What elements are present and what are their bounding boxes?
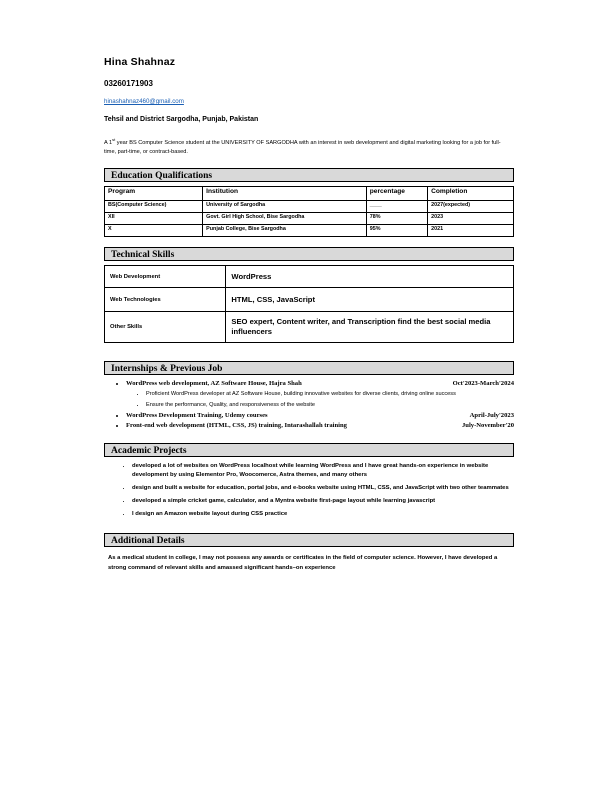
- column-header-completion: Completion: [428, 187, 514, 201]
- list-item: [126, 379, 514, 409]
- cell-institution: Govt. Girl High School, Bise Sargodha: [203, 213, 367, 225]
- column-header-program: Program: [105, 187, 203, 201]
- list-item: [126, 421, 514, 430]
- section-header-internships: Internships & Previous Job: [104, 361, 514, 375]
- list-item: • Ensure the performance, Quality, and responsiveness of the website: [146, 401, 514, 409]
- internships-list: [104, 379, 514, 430]
- skill-label: Other Skills: [105, 312, 226, 343]
- skill-value: SEO expert, Content writer, and Transcription find the best social media influencers: [226, 312, 514, 343]
- section-header-additional-details: Additional Details: [104, 533, 514, 547]
- cell-program: BS(Computer Science): [105, 201, 203, 213]
- candidate-name: Hina Shahnaz: [104, 56, 176, 68]
- table-row: [105, 225, 514, 237]
- table-row: [105, 201, 514, 213]
- additional-details-text: As a medical student in college, I may not possess any awards or certificates in the field of computer science. However, I have developed a strong command of relevant skills and amassed significant hands–on experience: [108, 555, 498, 572]
- section-header-technical-skills: Technical Skills: [104, 247, 514, 261]
- summary-pre: A 1: [104, 139, 113, 146]
- job-role: • WordPress Development Training, Udemy courses: [126, 412, 268, 420]
- cell-percentage: 95%: [366, 225, 427, 237]
- skill-value: HTML, CSS, JavaScript: [226, 288, 514, 312]
- skill-label: Web Development: [105, 266, 226, 288]
- job-date: July-November'20: [461, 422, 514, 430]
- job-date: Oct'2023-March'2024: [452, 380, 514, 388]
- job-role: • Front-end web development (HTML, CSS, JS) training, Intarashallah training: [126, 422, 347, 430]
- cell-institution: University of Sargodha: [203, 201, 367, 213]
- list-item: • design and built a website for education, portal jobs, and e-books website using HTML, CSS, and JavaScript with two other teammates: [132, 484, 514, 493]
- summary-ordinal: st: [112, 137, 116, 142]
- job-entry: [126, 379, 514, 388]
- skill-label: Web Technologies: [105, 288, 226, 312]
- summary-post: year BS Computer Science student at the UNIVERSITY OF SARGODHA with an interest in web development and digital marketing looking for a job for full-time, part-time, or contract-based.: [104, 139, 501, 155]
- list-item: • I design an Amazon website layout during CSS practice: [132, 510, 514, 519]
- cell-program: XII: [105, 213, 203, 225]
- table-row: [105, 288, 514, 312]
- academic-projects-list: [104, 462, 514, 520]
- job-date: April-July'2023: [469, 412, 514, 420]
- cell-percentage: ____: [366, 201, 427, 213]
- technical-skills-table: [104, 265, 514, 343]
- candidate-address: Tehsil and District Sargodha, Punjab, Pakistan: [104, 116, 259, 123]
- skill-value: WordPress: [226, 266, 514, 288]
- resume-content: [104, 56, 514, 573]
- cell-completion: 2023: [428, 213, 514, 225]
- table-row: [105, 266, 514, 288]
- job-entry: [126, 411, 514, 420]
- table-row: [105, 312, 514, 343]
- table-row: [105, 213, 514, 225]
- cell-completion: 2021: [428, 225, 514, 237]
- cell-program: X: [105, 225, 203, 237]
- cell-completion: 2027(expected): [428, 201, 514, 213]
- column-header-institution: Institution: [203, 187, 367, 201]
- candidate-phone: 03260171903: [104, 79, 153, 88]
- list-item: [126, 411, 514, 420]
- table-header-row: [105, 187, 514, 201]
- cell-percentage: 78%: [366, 213, 427, 225]
- candidate-email-link[interactable]: hinashahnaz460@gmail.com: [104, 98, 184, 105]
- list-item: • Proficient WordPress developer at AZ Software House, building innovative websites for diverse clients, driving online success: [146, 390, 514, 398]
- job-entry: [126, 421, 514, 430]
- column-header-percentage: percentage: [366, 187, 427, 201]
- candidate-summary: [104, 137, 504, 156]
- section-header-education: Education Qualifications: [104, 168, 514, 182]
- list-item: • developed a simple cricket game, calculator, and a Myntra website first-page layout while learning javascript: [132, 497, 514, 506]
- education-table: [104, 186, 514, 237]
- job-role: • WordPress web development, AZ Software House, Hajra Shah: [126, 380, 302, 388]
- cell-institution: Punjab College, Bise Sargodha: [203, 225, 367, 237]
- job-detail-list: [126, 390, 514, 409]
- list-item: • developed a lot of websites on WordPress localhost while learning WordPress and I have great hands-on experience in website development by using Elementor Pro, Woocomerce, Astra themes, and many others: [132, 462, 514, 480]
- section-header-academic-projects: Academic Projects: [104, 443, 514, 457]
